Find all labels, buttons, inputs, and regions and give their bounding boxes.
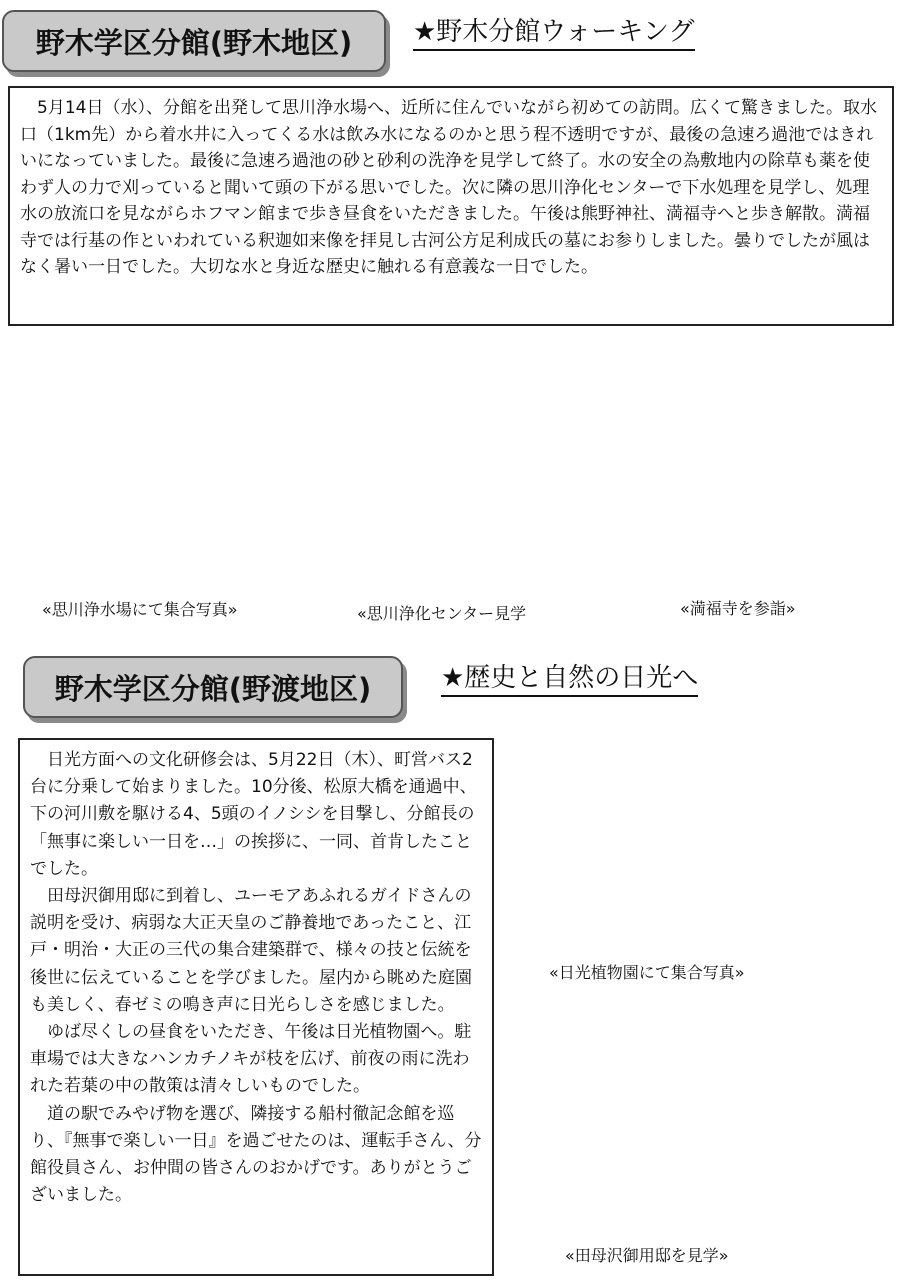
photo-caption: «思川浄化センター見学 — [357, 604, 527, 623]
photo-caption: «田母沢御用邸を見学» — [565, 1246, 729, 1265]
article-paragraph: 田母沢御用邸に到着し、ユーモアあふれるガイドさんの説明を受け、病弱な大正天皇のご静養地であったこと、江戸・明治・大正の三代の集合建築群で、様々の技と伝統を後世に伝えていることを学びました。屋内から眺めた庭園も美しく、春ゼミの鳴き声に日光らしさを感じました。 — [30, 886, 472, 1015]
section1-title: 野木学区分館(野木地区) — [2, 10, 386, 72]
article-paragraph: 道の駅でみやげ物を選び、隣接する船村徹記念館を巡り、『無事で楽しい一日』を過ごせたのは、運転手さん、分館役員さん、お仲間の皆さんのおかげです。ありがとうございました。 — [30, 1103, 482, 1206]
article-paragraph: ゆば尽くしの昼食をいただき、午後は日光植物園へ。駐車場では大きなハンカチノキが枝を広げ、前夜の雨に洗われた若葉の中の散策は清々しいものでした。 — [30, 1022, 472, 1097]
section1-article-text: 5月14日（水）、分館を出発して思川浄水場へ、近所に住んでいながら初めての訪問。広くて驚きました。取水口（1km先）から着水井に入ってくる水は飲み水になるのかと思う程不透明ですが、最後の急速ろ過池ではきれいになっていました。最後に急速ろ過池の砂と砂利の洗浄を見学して終了。水の安全の為敷地内の除草も薬を使わず人の力で刈っていると聞いて頭の下がる思いでした。次に隣の思川浄化センターで下水処理を見学し、処理水の放流口を見ながらホフマン館まで歩き昼食をいただきました。午後は熊野神社、満福寺へと歩き解散。満福寺では行基の作といわれている釈迦如来像を拝見し古河公方足利成氏の墓にお参りしました。曇りでしたが風はなく暑い一日でした。大切な水と身近な歴史に触れる有意義な一日でした。 — [20, 98, 877, 277]
section1-headline: ★野木分館ウォーキング — [413, 18, 695, 51]
section1-article-box — [8, 86, 894, 326]
photo-caption: «日光植物園にて集合写真» — [549, 963, 745, 982]
photo-caption: «思川浄水場にて集合写真» — [42, 600, 238, 619]
article-paragraph: 日光方面への文化研修会は、5月22日（木）、町営バス2台に分乗して始まりました。10分後、松原大橋を通過中、下の河川敷を駆ける4、5頭のイノシシを目撃し、分館長の「無事に楽しい一日を…」の挨拶に、一同、首肯したことでした。 — [30, 750, 477, 879]
section2-article-box — [18, 738, 494, 1276]
section2-title: 野木学区分館(野渡地区) — [23, 656, 403, 718]
section2-headline: ★歴史と自然の日光へ — [441, 664, 698, 697]
photo-caption: «満福寺を参詣» — [680, 599, 796, 618]
